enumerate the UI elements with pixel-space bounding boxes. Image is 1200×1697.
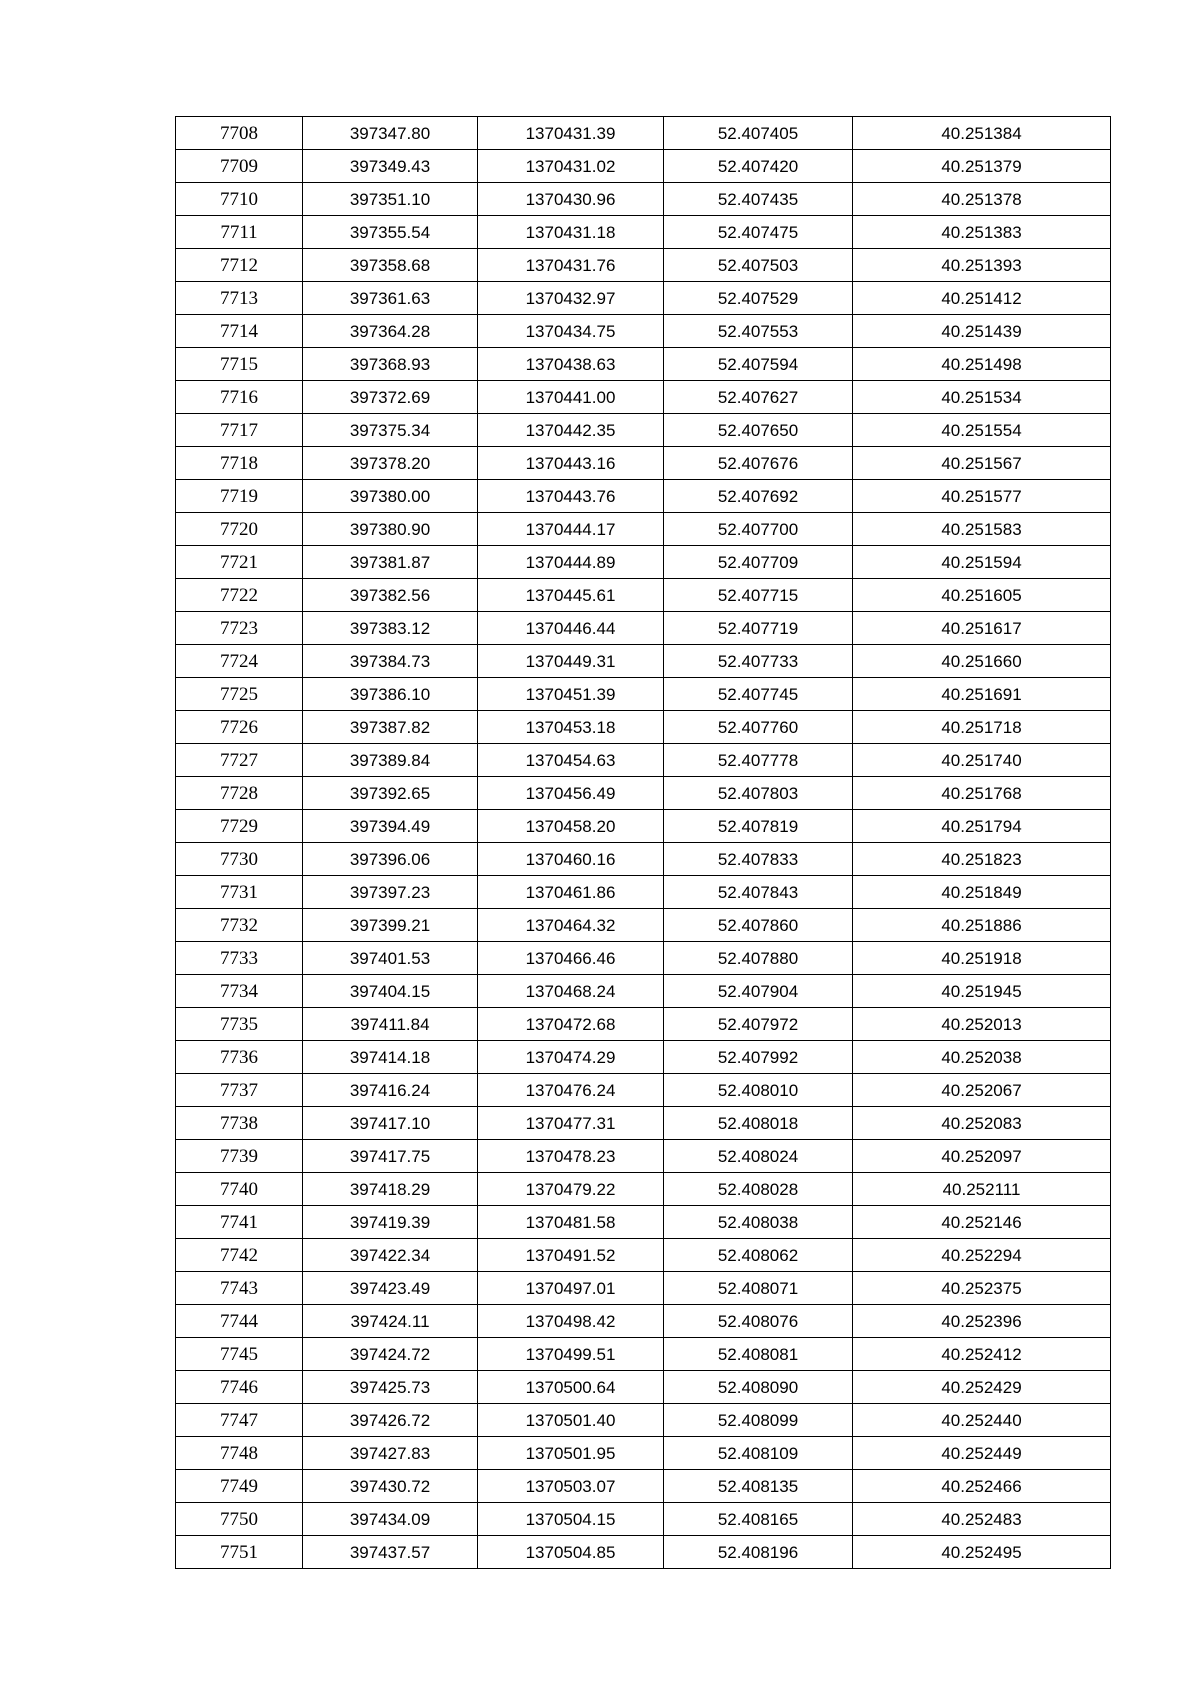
table-row — [176, 612, 1111, 645]
point-number-cell: 7728 — [176, 777, 303, 810]
y-coordinate-cell: 1370431.18 — [478, 216, 664, 249]
y-coordinate-cell: 1370503.07 — [478, 1470, 664, 1503]
latitude-cell: 52.407676 — [664, 447, 853, 480]
point-number-cell: 7736 — [176, 1041, 303, 1074]
point-number-cell: 7729 — [176, 810, 303, 843]
latitude-cell: 52.408090 — [664, 1371, 853, 1404]
x-coordinate-cell: 397427.83 — [303, 1437, 478, 1470]
table-row — [176, 1008, 1111, 1041]
coordinates-table-body — [176, 117, 1111, 1569]
latitude-cell: 52.407715 — [664, 579, 853, 612]
latitude-cell: 52.407972 — [664, 1008, 853, 1041]
x-coordinate-cell: 397364.28 — [303, 315, 478, 348]
longitude-cell: 40.251583 — [853, 513, 1111, 546]
latitude-cell: 52.407700 — [664, 513, 853, 546]
x-coordinate-cell: 397375.34 — [303, 414, 478, 447]
y-coordinate-cell: 1370504.85 — [478, 1536, 664, 1569]
x-coordinate-cell: 397368.93 — [303, 348, 478, 381]
latitude-cell: 52.407833 — [664, 843, 853, 876]
x-coordinate-cell: 397384.73 — [303, 645, 478, 678]
x-coordinate-cell: 397399.21 — [303, 909, 478, 942]
x-coordinate-cell: 397419.39 — [303, 1206, 478, 1239]
point-number-cell: 7709 — [176, 150, 303, 183]
point-number-cell: 7708 — [176, 117, 303, 150]
latitude-cell: 52.408135 — [664, 1470, 853, 1503]
longitude-cell: 40.251393 — [853, 249, 1111, 282]
x-coordinate-cell: 397418.29 — [303, 1173, 478, 1206]
latitude-cell: 52.407760 — [664, 711, 853, 744]
longitude-cell: 40.252466 — [853, 1470, 1111, 1503]
point-number-cell: 7731 — [176, 876, 303, 909]
point-number-cell: 7713 — [176, 282, 303, 315]
longitude-cell: 40.252146 — [853, 1206, 1111, 1239]
point-number-cell: 7732 — [176, 909, 303, 942]
y-coordinate-cell: 1370431.76 — [478, 249, 664, 282]
latitude-cell: 52.408196 — [664, 1536, 853, 1569]
table-row — [176, 711, 1111, 744]
table-row — [176, 777, 1111, 810]
x-coordinate-cell: 397397.23 — [303, 876, 478, 909]
latitude-cell: 52.408076 — [664, 1305, 853, 1338]
table-row — [176, 579, 1111, 612]
latitude-cell: 52.408028 — [664, 1173, 853, 1206]
y-coordinate-cell: 1370434.75 — [478, 315, 664, 348]
x-coordinate-cell: 397414.18 — [303, 1041, 478, 1074]
latitude-cell: 52.408010 — [664, 1074, 853, 1107]
y-coordinate-cell: 1370444.17 — [478, 513, 664, 546]
x-coordinate-cell: 397425.73 — [303, 1371, 478, 1404]
longitude-cell: 40.252013 — [853, 1008, 1111, 1041]
table-row — [176, 1206, 1111, 1239]
y-coordinate-cell: 1370460.16 — [478, 843, 664, 876]
table-row — [176, 1107, 1111, 1140]
point-number-cell: 7714 — [176, 315, 303, 348]
latitude-cell: 52.408165 — [664, 1503, 853, 1536]
x-coordinate-cell: 397387.82 — [303, 711, 478, 744]
y-coordinate-cell: 1370432.97 — [478, 282, 664, 315]
longitude-cell: 40.251617 — [853, 612, 1111, 645]
point-number-cell: 7735 — [176, 1008, 303, 1041]
latitude-cell: 52.407778 — [664, 744, 853, 777]
longitude-cell: 40.251740 — [853, 744, 1111, 777]
y-coordinate-cell: 1370461.86 — [478, 876, 664, 909]
x-coordinate-cell: 397380.00 — [303, 480, 478, 513]
latitude-cell: 52.407880 — [664, 942, 853, 975]
x-coordinate-cell: 397417.10 — [303, 1107, 478, 1140]
y-coordinate-cell: 1370449.31 — [478, 645, 664, 678]
point-number-cell: 7745 — [176, 1338, 303, 1371]
table-row — [176, 546, 1111, 579]
x-coordinate-cell: 397381.87 — [303, 546, 478, 579]
x-coordinate-cell: 397349.43 — [303, 150, 478, 183]
latitude-cell: 52.407594 — [664, 348, 853, 381]
x-coordinate-cell: 397389.84 — [303, 744, 478, 777]
longitude-cell: 40.251605 — [853, 579, 1111, 612]
latitude-cell: 52.407709 — [664, 546, 853, 579]
latitude-cell: 52.407904 — [664, 975, 853, 1008]
longitude-cell: 40.251534 — [853, 381, 1111, 414]
x-coordinate-cell: 397404.15 — [303, 975, 478, 1008]
latitude-cell: 52.407503 — [664, 249, 853, 282]
longitude-cell: 40.252449 — [853, 1437, 1111, 1470]
table-row — [176, 282, 1111, 315]
point-number-cell: 7740 — [176, 1173, 303, 1206]
y-coordinate-cell: 1370454.63 — [478, 744, 664, 777]
longitude-cell: 40.252111 — [853, 1173, 1111, 1206]
table-row — [176, 480, 1111, 513]
x-coordinate-cell: 397396.06 — [303, 843, 478, 876]
table-row — [176, 1305, 1111, 1338]
point-number-cell: 7726 — [176, 711, 303, 744]
y-coordinate-cell: 1370442.35 — [478, 414, 664, 447]
y-coordinate-cell: 1370478.23 — [478, 1140, 664, 1173]
longitude-cell: 40.251823 — [853, 843, 1111, 876]
table-row — [176, 1140, 1111, 1173]
table-row — [176, 249, 1111, 282]
point-number-cell: 7733 — [176, 942, 303, 975]
point-number-cell: 7712 — [176, 249, 303, 282]
y-coordinate-cell: 1370430.96 — [478, 183, 664, 216]
y-coordinate-cell: 1370504.15 — [478, 1503, 664, 1536]
longitude-cell: 40.251554 — [853, 414, 1111, 447]
x-coordinate-cell: 397401.53 — [303, 942, 478, 975]
table-row — [176, 513, 1111, 546]
longitude-cell: 40.251660 — [853, 645, 1111, 678]
point-number-cell: 7727 — [176, 744, 303, 777]
longitude-cell: 40.251918 — [853, 942, 1111, 975]
latitude-cell: 52.407745 — [664, 678, 853, 711]
point-number-cell: 7737 — [176, 1074, 303, 1107]
table-row — [176, 843, 1111, 876]
y-coordinate-cell: 1370458.20 — [478, 810, 664, 843]
point-number-cell: 7742 — [176, 1239, 303, 1272]
y-coordinate-cell: 1370438.63 — [478, 348, 664, 381]
x-coordinate-cell: 397382.56 — [303, 579, 478, 612]
point-number-cell: 7734 — [176, 975, 303, 1008]
x-coordinate-cell: 397417.75 — [303, 1140, 478, 1173]
latitude-cell: 52.407803 — [664, 777, 853, 810]
point-number-cell: 7748 — [176, 1437, 303, 1470]
x-coordinate-cell: 397358.68 — [303, 249, 478, 282]
y-coordinate-cell: 1370501.40 — [478, 1404, 664, 1437]
longitude-cell: 40.252440 — [853, 1404, 1111, 1437]
table-row — [176, 315, 1111, 348]
table-row — [176, 381, 1111, 414]
table-row — [176, 1536, 1111, 1569]
table-row — [176, 810, 1111, 843]
x-coordinate-cell: 397424.11 — [303, 1305, 478, 1338]
point-number-cell: 7730 — [176, 843, 303, 876]
longitude-cell: 40.251594 — [853, 546, 1111, 579]
y-coordinate-cell: 1370501.95 — [478, 1437, 664, 1470]
longitude-cell: 40.251384 — [853, 117, 1111, 150]
table-row — [176, 1338, 1111, 1371]
longitude-cell: 40.251691 — [853, 678, 1111, 711]
point-number-cell: 7746 — [176, 1371, 303, 1404]
longitude-cell: 40.251498 — [853, 348, 1111, 381]
table-row — [176, 447, 1111, 480]
latitude-cell: 52.408018 — [664, 1107, 853, 1140]
table-row — [176, 216, 1111, 249]
longitude-cell: 40.251439 — [853, 315, 1111, 348]
latitude-cell: 52.408081 — [664, 1338, 853, 1371]
point-number-cell: 7750 — [176, 1503, 303, 1536]
longitude-cell: 40.252483 — [853, 1503, 1111, 1536]
table-row — [176, 975, 1111, 1008]
latitude-cell: 52.407733 — [664, 645, 853, 678]
x-coordinate-cell: 397372.69 — [303, 381, 478, 414]
x-coordinate-cell: 397361.63 — [303, 282, 478, 315]
latitude-cell: 52.407819 — [664, 810, 853, 843]
point-number-cell: 7744 — [176, 1305, 303, 1338]
document-page — [175, 116, 1111, 1569]
x-coordinate-cell: 397430.72 — [303, 1470, 478, 1503]
y-coordinate-cell: 1370468.24 — [478, 975, 664, 1008]
table-row — [176, 117, 1111, 150]
x-coordinate-cell: 397394.49 — [303, 810, 478, 843]
longitude-cell: 40.251794 — [853, 810, 1111, 843]
point-number-cell: 7723 — [176, 612, 303, 645]
latitude-cell: 52.407860 — [664, 909, 853, 942]
point-number-cell: 7710 — [176, 183, 303, 216]
table-row — [176, 909, 1111, 942]
point-number-cell: 7751 — [176, 1536, 303, 1569]
point-number-cell: 7720 — [176, 513, 303, 546]
point-number-cell: 7725 — [176, 678, 303, 711]
longitude-cell: 40.252495 — [853, 1536, 1111, 1569]
y-coordinate-cell: 1370441.00 — [478, 381, 664, 414]
latitude-cell: 52.408062 — [664, 1239, 853, 1272]
table-row — [176, 1239, 1111, 1272]
longitude-cell: 40.252294 — [853, 1239, 1111, 1272]
y-coordinate-cell: 1370444.89 — [478, 546, 664, 579]
table-row — [176, 1173, 1111, 1206]
table-row — [176, 744, 1111, 777]
longitude-cell: 40.252429 — [853, 1371, 1111, 1404]
y-coordinate-cell: 1370481.58 — [478, 1206, 664, 1239]
latitude-cell: 52.407529 — [664, 282, 853, 315]
table-row — [176, 1041, 1111, 1074]
latitude-cell: 52.407420 — [664, 150, 853, 183]
y-coordinate-cell: 1370474.29 — [478, 1041, 664, 1074]
point-number-cell: 7738 — [176, 1107, 303, 1140]
longitude-cell: 40.251378 — [853, 183, 1111, 216]
longitude-cell: 40.251945 — [853, 975, 1111, 1008]
y-coordinate-cell: 1370464.32 — [478, 909, 664, 942]
x-coordinate-cell: 397434.09 — [303, 1503, 478, 1536]
x-coordinate-cell: 397426.72 — [303, 1404, 478, 1437]
x-coordinate-cell: 397351.10 — [303, 183, 478, 216]
longitude-cell: 40.251379 — [853, 150, 1111, 183]
point-number-cell: 7719 — [176, 480, 303, 513]
y-coordinate-cell: 1370431.02 — [478, 150, 664, 183]
x-coordinate-cell: 397416.24 — [303, 1074, 478, 1107]
x-coordinate-cell: 397386.10 — [303, 678, 478, 711]
y-coordinate-cell: 1370443.76 — [478, 480, 664, 513]
point-number-cell: 7715 — [176, 348, 303, 381]
latitude-cell: 52.407992 — [664, 1041, 853, 1074]
coordinates-table — [175, 116, 1111, 1569]
x-coordinate-cell: 397347.80 — [303, 117, 478, 150]
y-coordinate-cell: 1370498.42 — [478, 1305, 664, 1338]
latitude-cell: 52.407405 — [664, 117, 853, 150]
table-row — [176, 414, 1111, 447]
point-number-cell: 7741 — [176, 1206, 303, 1239]
table-row — [176, 183, 1111, 216]
table-row — [176, 1371, 1111, 1404]
longitude-cell: 40.251577 — [853, 480, 1111, 513]
x-coordinate-cell: 397392.65 — [303, 777, 478, 810]
longitude-cell: 40.251412 — [853, 282, 1111, 315]
latitude-cell: 52.408071 — [664, 1272, 853, 1305]
longitude-cell: 40.251886 — [853, 909, 1111, 942]
point-number-cell: 7743 — [176, 1272, 303, 1305]
x-coordinate-cell: 397424.72 — [303, 1338, 478, 1371]
point-number-cell: 7749 — [176, 1470, 303, 1503]
longitude-cell: 40.251567 — [853, 447, 1111, 480]
y-coordinate-cell: 1370445.61 — [478, 579, 664, 612]
x-coordinate-cell: 397411.84 — [303, 1008, 478, 1041]
y-coordinate-cell: 1370500.64 — [478, 1371, 664, 1404]
latitude-cell: 52.408099 — [664, 1404, 853, 1437]
y-coordinate-cell: 1370497.01 — [478, 1272, 664, 1305]
table-row — [176, 1470, 1111, 1503]
y-coordinate-cell: 1370499.51 — [478, 1338, 664, 1371]
longitude-cell: 40.252083 — [853, 1107, 1111, 1140]
point-number-cell: 7718 — [176, 447, 303, 480]
point-number-cell: 7721 — [176, 546, 303, 579]
point-number-cell: 7717 — [176, 414, 303, 447]
latitude-cell: 52.407475 — [664, 216, 853, 249]
table-row — [176, 942, 1111, 975]
y-coordinate-cell: 1370443.16 — [478, 447, 664, 480]
point-number-cell: 7747 — [176, 1404, 303, 1437]
y-coordinate-cell: 1370491.52 — [478, 1239, 664, 1272]
table-row — [176, 645, 1111, 678]
x-coordinate-cell: 397380.90 — [303, 513, 478, 546]
latitude-cell: 52.408024 — [664, 1140, 853, 1173]
longitude-cell: 40.252097 — [853, 1140, 1111, 1173]
longitude-cell: 40.251768 — [853, 777, 1111, 810]
point-number-cell: 7722 — [176, 579, 303, 612]
y-coordinate-cell: 1370451.39 — [478, 678, 664, 711]
latitude-cell: 52.408038 — [664, 1206, 853, 1239]
x-coordinate-cell: 397355.54 — [303, 216, 478, 249]
y-coordinate-cell: 1370446.44 — [478, 612, 664, 645]
longitude-cell: 40.252038 — [853, 1041, 1111, 1074]
table-row — [176, 1404, 1111, 1437]
x-coordinate-cell: 397378.20 — [303, 447, 478, 480]
longitude-cell: 40.252067 — [853, 1074, 1111, 1107]
y-coordinate-cell: 1370477.31 — [478, 1107, 664, 1140]
y-coordinate-cell: 1370456.49 — [478, 777, 664, 810]
y-coordinate-cell: 1370476.24 — [478, 1074, 664, 1107]
table-row — [176, 876, 1111, 909]
x-coordinate-cell: 397437.57 — [303, 1536, 478, 1569]
y-coordinate-cell: 1370466.46 — [478, 942, 664, 975]
x-coordinate-cell: 397383.12 — [303, 612, 478, 645]
y-coordinate-cell: 1370431.39 — [478, 117, 664, 150]
latitude-cell: 52.407650 — [664, 414, 853, 447]
longitude-cell: 40.251383 — [853, 216, 1111, 249]
table-row — [176, 1074, 1111, 1107]
table-row — [176, 348, 1111, 381]
longitude-cell: 40.251718 — [853, 711, 1111, 744]
y-coordinate-cell: 1370453.18 — [478, 711, 664, 744]
x-coordinate-cell: 397423.49 — [303, 1272, 478, 1305]
table-row — [176, 1437, 1111, 1470]
latitude-cell: 52.408109 — [664, 1437, 853, 1470]
y-coordinate-cell: 1370479.22 — [478, 1173, 664, 1206]
latitude-cell: 52.407843 — [664, 876, 853, 909]
table-row — [176, 678, 1111, 711]
latitude-cell: 52.407553 — [664, 315, 853, 348]
point-number-cell: 7724 — [176, 645, 303, 678]
point-number-cell: 7716 — [176, 381, 303, 414]
table-row — [176, 150, 1111, 183]
table-row — [176, 1503, 1111, 1536]
longitude-cell: 40.252412 — [853, 1338, 1111, 1371]
longitude-cell: 40.252396 — [853, 1305, 1111, 1338]
latitude-cell: 52.407719 — [664, 612, 853, 645]
longitude-cell: 40.252375 — [853, 1272, 1111, 1305]
latitude-cell: 52.407435 — [664, 183, 853, 216]
table-row — [176, 1272, 1111, 1305]
longitude-cell: 40.251849 — [853, 876, 1111, 909]
latitude-cell: 52.407627 — [664, 381, 853, 414]
point-number-cell: 7711 — [176, 216, 303, 249]
latitude-cell: 52.407692 — [664, 480, 853, 513]
point-number-cell: 7739 — [176, 1140, 303, 1173]
y-coordinate-cell: 1370472.68 — [478, 1008, 664, 1041]
x-coordinate-cell: 397422.34 — [303, 1239, 478, 1272]
